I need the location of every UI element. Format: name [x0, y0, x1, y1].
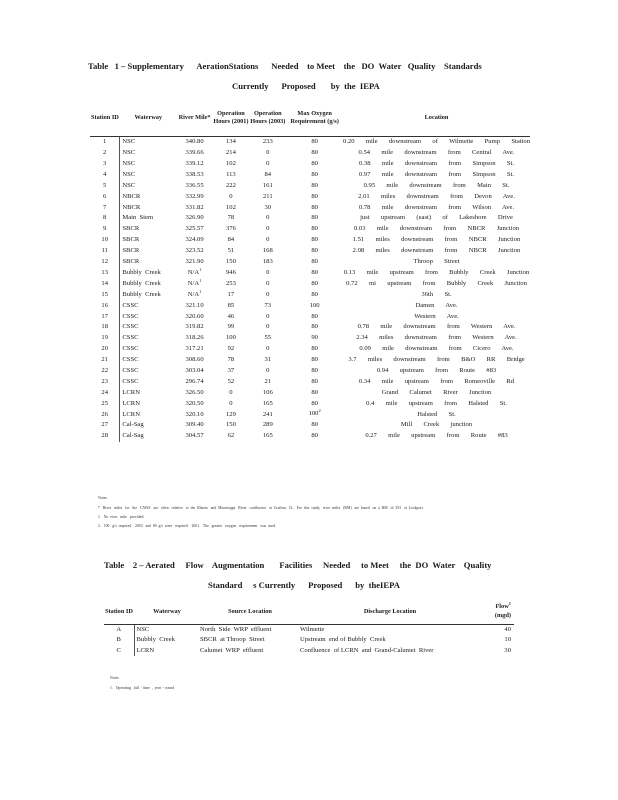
- max-oxygen-cell: 80: [311, 236, 318, 244]
- river-mile-cell: [177, 279, 213, 290]
- hours-2003-cell: 233: [262, 137, 273, 145]
- location-cell: Halsted St.: [417, 410, 456, 418]
- waterway-cell: SBCR: [120, 224, 177, 235]
- table1-caption-line1: Table 1 – Supplementary AerationStations Needed to Meet the DO Water Quality Standards: [88, 61, 482, 71]
- waterway-cell: Bubbly Creek: [120, 290, 177, 301]
- max-oxygen-cell: 80: [311, 160, 318, 168]
- waterway-cell: Bubbly Creek: [120, 279, 177, 290]
- header-max-oxygen: Max Oxygen Requirement (g/s): [286, 101, 343, 136]
- station-id-cell: 11: [101, 247, 108, 255]
- table-row: [90, 420, 530, 431]
- table-row: [90, 268, 530, 279]
- river-mile-cell: 319.82: [185, 323, 204, 331]
- table1-caption-line2: Currently Proposed by the IEPA: [232, 81, 380, 91]
- t2-station-id-cell: A: [116, 625, 122, 633]
- waterway-cell: CSSC: [120, 377, 177, 388]
- table2-caption-line2: Standard s Currently Proposed by theIEPA: [208, 580, 400, 590]
- river-mile-cell: 326.50: [185, 388, 204, 396]
- station-id-cell: 24: [101, 388, 108, 396]
- table-row: [90, 366, 530, 377]
- hours-2001-cell: 100: [225, 334, 236, 342]
- location-cell: 0.78 mile downstream from Wilson Ave.: [358, 203, 515, 211]
- waterway-cell: NSC: [120, 181, 177, 192]
- table-row: [90, 398, 530, 409]
- max-oxygen-cell: 80: [311, 399, 318, 407]
- hours-2003-cell: 161: [262, 181, 273, 189]
- location-cell: 0.03 mile downstream from NBCR Junction: [353, 225, 520, 233]
- waterway-cell: NSC: [120, 136, 177, 148]
- max-oxygen-cell: 80: [311, 421, 318, 429]
- river-mile-cell: 304.57: [185, 432, 204, 440]
- station-id-cell: 4: [103, 170, 107, 178]
- hours-2001-cell: 0: [229, 399, 233, 407]
- table1-body: [90, 136, 530, 442]
- waterway-cell: LCRN: [120, 409, 177, 420]
- max-oxygen-cell: 80: [311, 192, 318, 200]
- t2-header-source-location: Source Location: [200, 600, 300, 624]
- t2-source-location-cell: North Side WRP effluent: [200, 625, 272, 633]
- table1-note-star: * River miles for the CAWS are often relative to the Illinois and Mississippi River confluence at Grafton, IL. For this study, river miles (RM) are based on a RM of 291 at Lockport.: [98, 505, 424, 510]
- max-oxygen-cell: 80: [311, 366, 318, 374]
- location-cell: 0.20 mile downstream of Wilmette Pump Station: [343, 137, 530, 145]
- t2-waterway-cell: LCRN: [134, 646, 200, 657]
- max-oxygen-cell: 80: [311, 323, 318, 331]
- t2-waterway-cell: Bubbly Creek: [134, 635, 200, 646]
- t2-source-location-cell: Calumet WRP effluent: [200, 646, 264, 654]
- max-oxygen-cell: 80: [311, 290, 318, 298]
- river-mile-cell: 331.82: [185, 203, 204, 211]
- max-oxygen-cell: 90: [311, 334, 318, 342]
- table2-caption-line1: Table 2 – Aerated Flow Augmentation Facilities Needed to Meet the DO Water Quality: [104, 560, 492, 570]
- max-oxygen-cell: 80: [311, 432, 318, 440]
- hours-2001-cell: 134: [225, 137, 236, 145]
- waterway-cell: CSSC: [120, 311, 177, 322]
- waterway-cell: CSSC: [120, 322, 177, 333]
- waterway-cell: SBCR: [120, 257, 177, 268]
- hours-2003-cell: 0: [266, 160, 270, 168]
- hours-2001-cell: 0: [229, 192, 233, 200]
- max-oxygen-cell-note-ref: 2: [318, 408, 321, 414]
- table-row: [90, 235, 530, 246]
- hours-2001-cell: 62: [227, 432, 235, 440]
- table-row: [90, 224, 530, 235]
- hours-2001-cell: 946: [225, 268, 236, 276]
- table-row: [90, 300, 530, 311]
- max-oxygen-cell: 80: [311, 356, 318, 364]
- river-mile-cell: 303.04: [185, 366, 204, 374]
- waterway-cell: SBCR: [120, 235, 177, 246]
- table-row: [104, 635, 514, 646]
- waterway-cell: CSSC: [120, 344, 177, 355]
- location-cell: 0.54 mile downstream from Central Ave.: [358, 149, 515, 157]
- header-operation-hours-2001: Operation Hours (2001): [212, 101, 249, 136]
- table-row: [90, 355, 530, 366]
- hours-2001-cell: 78: [227, 356, 235, 364]
- river-mile-cell-value: N/A: [187, 279, 200, 287]
- hours-2003-cell: 106: [262, 388, 273, 396]
- river-mile-cell: 309.40: [185, 421, 204, 429]
- river-mile-cell: 326.90: [185, 214, 204, 222]
- station-id-cell: 22: [101, 366, 108, 374]
- hours-2003-cell: 0: [266, 149, 270, 157]
- t2-flow-label: Flow: [495, 603, 509, 611]
- t2-flow-cell: 30: [504, 646, 511, 654]
- table-row: [104, 646, 514, 657]
- waterway-cell: CSSC: [120, 300, 177, 311]
- hours-2003-cell: 0: [266, 268, 270, 276]
- river-mile-cell: 296.74: [185, 377, 204, 385]
- river-mile-cell-note-ref: 1: [199, 266, 202, 272]
- hours-2003-cell: 211: [262, 192, 273, 200]
- hours-2001-cell: 92: [227, 345, 235, 353]
- river-mile-cell: 338.53: [185, 170, 204, 178]
- t2-station-id-cell: C: [116, 646, 121, 654]
- waterway-cell: Bubbly Creek: [120, 268, 177, 279]
- table-row: [90, 344, 530, 355]
- waterway-cell: Cal-Sag: [120, 420, 177, 431]
- station-id-cell: 7: [103, 203, 107, 211]
- table-row: [90, 181, 530, 192]
- max-oxygen-cell: 80: [311, 149, 318, 157]
- hours-2001-cell: 129: [225, 410, 236, 418]
- station-id-cell: 18: [101, 323, 108, 331]
- station-id-cell: 2: [103, 149, 107, 157]
- table-row: [90, 322, 530, 333]
- table-row: [90, 202, 530, 213]
- station-id-cell: 9: [103, 225, 107, 233]
- table2-notes: [110, 676, 174, 692]
- river-mile-cell: 325.57: [185, 225, 204, 233]
- location-cell: 0.34 mile upstream from Romeoville Rd: [358, 377, 515, 385]
- hours-2001-cell: 84: [227, 236, 235, 244]
- location-cell: 3.7 miles downstream from B&O RR Bridge: [348, 356, 525, 364]
- hours-2003-cell: 0: [266, 345, 270, 353]
- max-oxygen-cell: 80: [311, 203, 318, 211]
- location-cell: 2.01 miles downstream from Devon Ave.: [358, 192, 515, 200]
- max-oxygen-cell: 100: [309, 301, 320, 309]
- max-oxygen-cell: [286, 409, 343, 420]
- t2-header-discharge-location: Discharge Location: [300, 600, 480, 624]
- location-cell: 0.78 mile downstream from Western Ave.: [357, 323, 516, 331]
- max-oxygen-cell: 80: [311, 377, 318, 385]
- table-row: [90, 311, 530, 322]
- hours-2003-cell: 30: [264, 203, 272, 211]
- river-mile-cell: 321.10: [185, 301, 204, 309]
- waterway-cell: CSSC: [120, 355, 177, 366]
- hours-2003-cell: 0: [266, 290, 270, 298]
- hours-2003-cell: 241: [262, 410, 273, 418]
- max-oxygen-cell-value: 100: [308, 410, 319, 418]
- table-row: [90, 388, 530, 399]
- table-row: [90, 431, 530, 442]
- hours-2003-cell: 165: [262, 399, 273, 407]
- station-id-cell: 13: [101, 268, 108, 276]
- station-id-cell: 26: [101, 410, 108, 418]
- table-row: [90, 333, 530, 344]
- max-oxygen-cell: 80: [311, 345, 318, 353]
- table2: [104, 600, 514, 656]
- location-cell: 0.09 mile downstream from Cicero Ave.: [359, 345, 514, 353]
- max-oxygen-cell: 80: [311, 312, 318, 320]
- location-cell: 0.94 upstream from Route #83: [376, 366, 497, 374]
- river-mile-cell: 320.10: [185, 410, 204, 418]
- max-oxygen-cell: 80: [311, 279, 318, 287]
- station-id-cell: 16: [101, 301, 108, 309]
- max-oxygen-cell: 80: [311, 214, 318, 222]
- hours-2001-cell: 102: [225, 203, 236, 211]
- hours-2001-cell: 37: [227, 366, 235, 374]
- location-cell: 2.34 miles downstream from Western Ave.: [356, 334, 517, 342]
- river-mile-cell: [177, 290, 213, 301]
- river-mile-cell-value: N/A: [187, 290, 200, 298]
- t2-header-station-id: Station ID: [104, 600, 134, 624]
- waterway-cell: SBCR: [120, 246, 177, 257]
- table1-note-2: 2. 100 g/s required 2003 and 80 g/s were required 2001. The greater oxygen requirement was used.: [98, 523, 276, 528]
- t2-station-id-cell: B: [116, 636, 121, 644]
- location-cell: Mill Creek junction: [400, 421, 473, 429]
- station-id-cell: 14: [101, 279, 108, 287]
- hours-2003-cell: 21: [264, 377, 272, 385]
- hours-2001-cell: 46: [227, 312, 235, 320]
- hours-2001-cell: 52: [227, 377, 235, 385]
- table-row: [104, 624, 514, 635]
- hours-2003-cell: 165: [262, 432, 273, 440]
- location-cell: just upstream (east) of Lakeshore Drive: [360, 214, 513, 222]
- river-mile-cell: [177, 268, 213, 279]
- hours-2001-cell: 113: [226, 170, 236, 178]
- river-mile-cell-note-ref: 1: [199, 288, 202, 294]
- hours-2003-cell: 0: [266, 236, 270, 244]
- waterway-cell: LCRN: [120, 388, 177, 399]
- waterway-cell: Main Stem: [120, 213, 177, 224]
- location-cell: 0.13 mile upstream from Bubbly Creek Junction: [343, 268, 530, 276]
- river-mile-cell: 317.21: [185, 345, 204, 353]
- station-id-cell: 27: [101, 421, 108, 429]
- table-row: [90, 409, 530, 420]
- waterway-cell: NBCR: [120, 202, 177, 213]
- river-mile-cell: 321.90: [185, 258, 204, 266]
- hours-2003-cell: 73: [264, 301, 272, 309]
- hours-2001-cell: 102: [225, 160, 236, 168]
- max-oxygen-cell: 80: [311, 388, 318, 396]
- hours-2001-cell: 85: [227, 301, 235, 309]
- table-row: [90, 159, 530, 170]
- t2-header-waterway: Waterway: [134, 600, 200, 624]
- station-id-cell: 17: [101, 312, 108, 320]
- hours-2003-cell: 0: [266, 312, 270, 320]
- t2-discharge-location-cell: Confluence of LCRN and Grand-Calumet River: [300, 646, 434, 654]
- river-mile-cell-value: N/A: [187, 269, 200, 277]
- station-id-cell: 5: [103, 181, 107, 189]
- t2-header-flow: [480, 600, 514, 624]
- table1-note-1: 1. No river mile provided.: [98, 514, 145, 519]
- waterway-cell: NBCR: [120, 192, 177, 203]
- max-oxygen-cell: 80: [311, 247, 318, 255]
- table-row: [90, 136, 530, 148]
- max-oxygen-cell: 80: [311, 181, 318, 189]
- river-mile-cell: 339.66: [185, 149, 204, 157]
- hours-2001-cell: 214: [225, 149, 236, 157]
- max-oxygen-cell: 80: [311, 137, 318, 145]
- hours-2003-cell: 0: [266, 323, 270, 331]
- location-cell: 0.4 mile upstream from Halsted St.: [366, 399, 507, 407]
- station-id-cell: 20: [101, 345, 108, 353]
- station-id-cell: 10: [101, 236, 108, 244]
- table1-notes: [98, 496, 424, 530]
- location-cell: Western Ave.: [414, 312, 459, 320]
- location-cell: 2.08 miles downstream from NBCR Junction: [352, 247, 521, 255]
- location-cell: 0.38 mile downstream from Simpson St.: [358, 160, 515, 168]
- hours-2003-cell: 0: [266, 279, 270, 287]
- hours-2001-cell: 51: [227, 247, 235, 255]
- location-cell: 36th St.: [421, 290, 452, 298]
- hours-2003-cell: 183: [262, 258, 273, 266]
- hours-2003-cell: 55: [264, 334, 272, 342]
- station-id-cell: 3: [103, 160, 107, 168]
- t2-flow-note-ref: 1: [508, 601, 511, 607]
- table1-notes-title: Notes: [98, 496, 107, 500]
- station-id-cell: 8: [103, 214, 107, 222]
- t2-waterway-cell: NSC: [134, 624, 200, 635]
- table-row: [90, 192, 530, 203]
- river-mile-cell: 323.52: [185, 247, 204, 255]
- waterway-cell: Cal-Sag: [120, 431, 177, 442]
- station-id-cell: 23: [101, 377, 108, 385]
- table-row: [90, 213, 530, 224]
- river-mile-cell: 340.80: [185, 137, 204, 145]
- station-id-cell: 15: [101, 290, 108, 298]
- station-id-cell: 25: [101, 399, 108, 407]
- waterway-cell: NSC: [120, 170, 177, 181]
- hours-2003-cell: 168: [262, 247, 273, 255]
- location-cell: 0.72 mi upstream from Bubbly Creek Junction: [346, 279, 527, 287]
- hours-2003-cell: 289: [262, 421, 273, 429]
- table-row: [90, 170, 530, 181]
- station-id-cell: 19: [101, 334, 108, 342]
- t2-source-location-cell: SBCR at Throop Street: [200, 636, 265, 644]
- max-oxygen-cell: 80: [311, 170, 318, 178]
- t2-discharge-location-cell: Upstream end of Bubbly Creek: [300, 636, 386, 644]
- waterway-cell: CSSC: [120, 333, 177, 344]
- river-mile-cell: 336.55: [185, 181, 204, 189]
- hours-2001-cell: 78: [227, 214, 235, 222]
- river-mile-cell: 332.99: [185, 192, 204, 200]
- header-station-id: Station ID: [90, 101, 120, 136]
- header-location: Location: [343, 101, 530, 136]
- table1: [90, 101, 530, 442]
- hours-2001-cell: 0: [229, 388, 233, 396]
- t2-flow-unit: (mgd): [494, 611, 511, 619]
- table-row: [90, 279, 530, 290]
- hours-2003-cell: 84: [264, 170, 272, 178]
- hours-2001-cell: 150: [225, 421, 236, 429]
- table-row: [90, 246, 530, 257]
- waterway-cell: NSC: [120, 159, 177, 170]
- header-river-mile: River Mile*: [177, 101, 213, 136]
- hours-2001-cell: 150: [225, 258, 236, 266]
- header-waterway: Waterway: [120, 101, 177, 136]
- location-cell: 0.97 mile downstream from Simpson St.: [358, 170, 515, 178]
- hours-2001-cell: 17: [227, 290, 235, 298]
- table2-note-1: 1. Operating full - time , year - round: [110, 685, 175, 690]
- max-oxygen-cell: 80: [311, 225, 318, 233]
- location-cell: 1.51 miles downstream from NBCR Junction: [352, 236, 521, 244]
- location-cell: 0.95 mile downstream from Main St.: [363, 181, 510, 189]
- station-id-cell: 1: [103, 137, 107, 145]
- hours-2003-cell: 31: [264, 356, 272, 364]
- hours-2001-cell: 253: [225, 279, 236, 287]
- hours-2001-cell: 376: [225, 225, 236, 233]
- t2-flow-cell: 10: [504, 636, 511, 644]
- hours-2003-cell: 0: [266, 214, 270, 222]
- hours-2001-cell: 222: [225, 181, 236, 189]
- table-row: [90, 290, 530, 301]
- station-id-cell: 12: [101, 258, 108, 266]
- river-mile-cell: 320.60: [185, 312, 204, 320]
- t2-flow-cell: 40: [504, 625, 511, 633]
- waterway-cell: NSC: [120, 148, 177, 159]
- waterway-cell: CSSC: [120, 366, 177, 377]
- table2-notes-title: Notes: [110, 676, 119, 680]
- location-cell: Throop Street: [413, 258, 460, 266]
- header-operation-hours-2003: Operation Hours (2003): [249, 101, 286, 136]
- station-id-cell: 21: [101, 356, 108, 364]
- location-cell: Damen Ave.: [415, 301, 458, 309]
- max-oxygen-cell: 80: [311, 268, 318, 276]
- river-mile-cell: 308.60: [185, 356, 204, 364]
- river-mile-cell: 318.26: [185, 334, 204, 342]
- station-id-cell: 28: [101, 432, 108, 440]
- river-mile-cell-note-ref: 1: [199, 277, 202, 283]
- hours-2003-cell: 0: [266, 366, 270, 374]
- table2-body: [104, 624, 514, 656]
- location-cell: 0.27 mile upstream from Route #83: [365, 432, 508, 440]
- table-row: [90, 148, 530, 159]
- river-mile-cell: 339.12: [185, 160, 204, 168]
- hours-2001-cell: 99: [227, 323, 235, 331]
- table-row: [90, 257, 530, 268]
- hours-2003-cell: 0: [266, 225, 270, 233]
- max-oxygen-cell: 80: [311, 258, 318, 266]
- table-row: [90, 377, 530, 388]
- river-mile-cell: 320.50: [185, 399, 204, 407]
- station-id-cell: 6: [103, 192, 107, 200]
- location-cell: Grand Calumet River Junction: [381, 388, 492, 396]
- t2-discharge-location-cell: Wilmette: [300, 625, 325, 633]
- waterway-cell: LCRN: [120, 398, 177, 409]
- river-mile-cell: 324.09: [185, 236, 204, 244]
